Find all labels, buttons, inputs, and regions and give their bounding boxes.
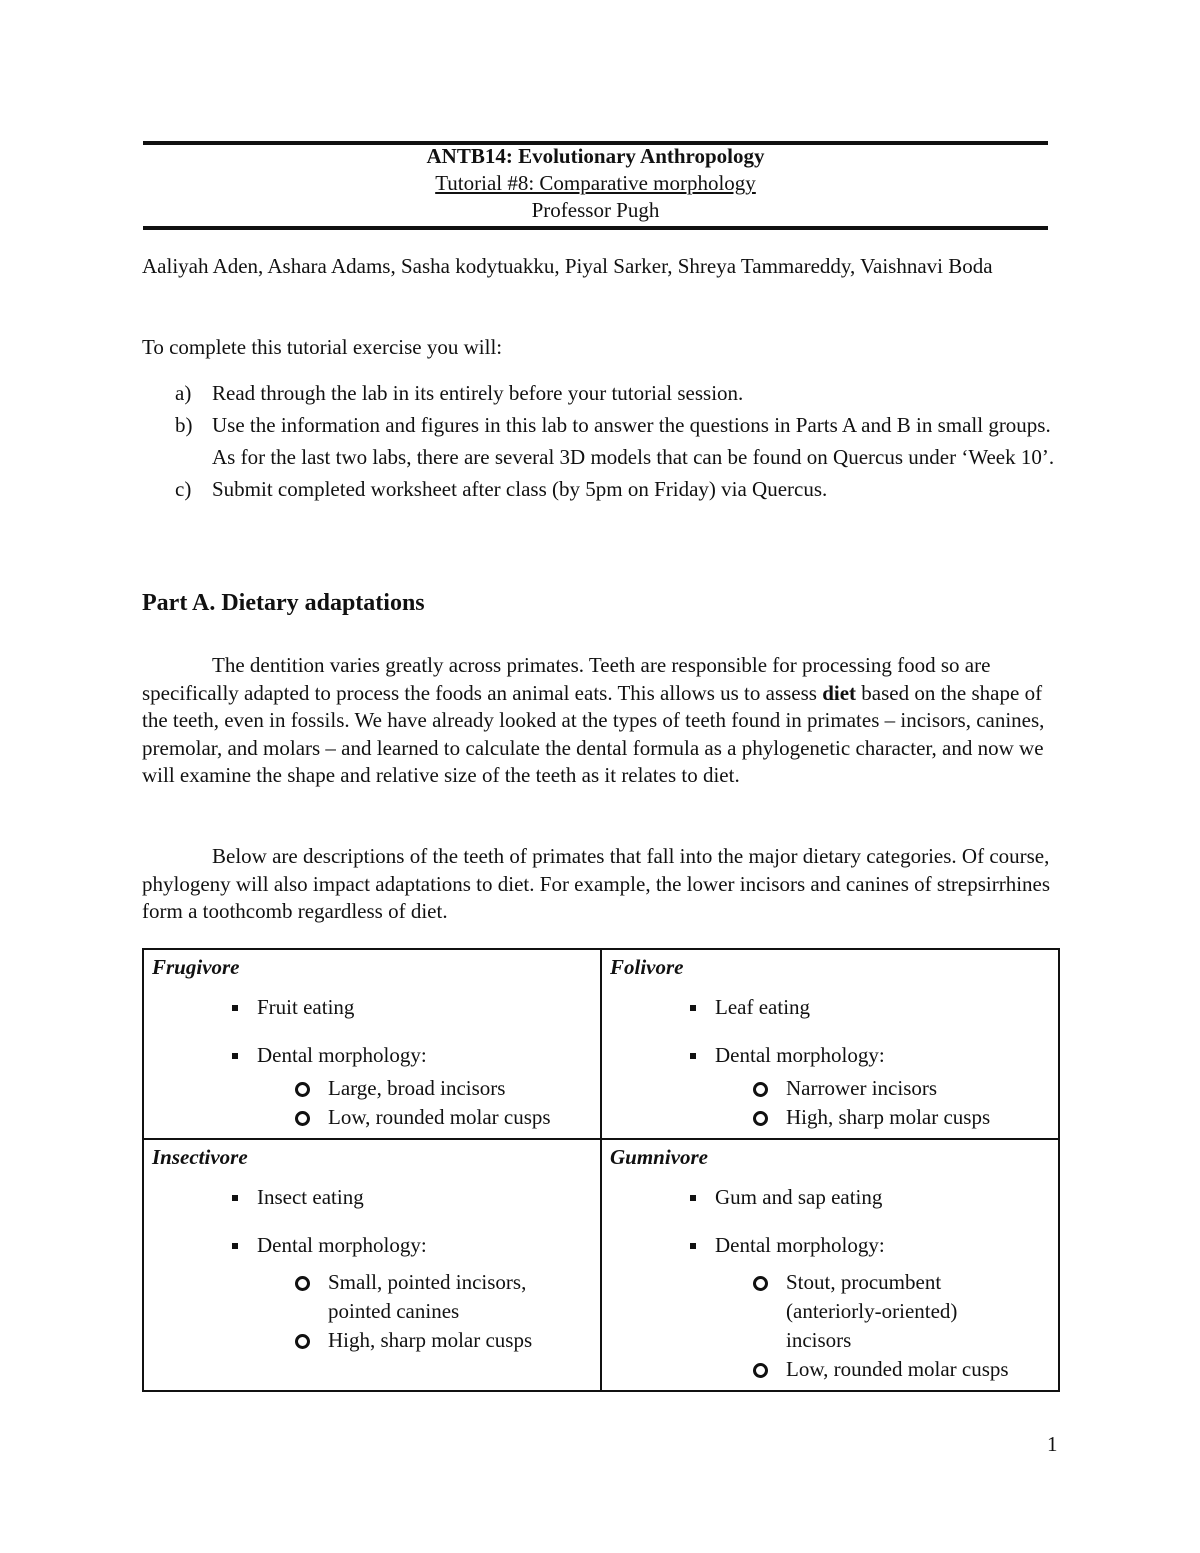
instruction-item bbox=[142, 409, 1057, 473]
instruction-marker: b) bbox=[175, 413, 193, 437]
diet-title: Frugivore bbox=[152, 955, 240, 979]
sub-text: Small, pointed incisors, pointed canines bbox=[328, 1270, 527, 1323]
instruction-item bbox=[142, 377, 1057, 409]
sub-item bbox=[610, 1355, 1050, 1384]
square-bullet-icon bbox=[690, 1053, 696, 1059]
paragraph-text: based on the shape of the teeth, even in fossils. We have already looked at the types of teeth found in primates – incisors, canines, premolar, and molars – and learned to calculate the dental formula as a phylogenetic character, and now we will examine the shape and relative size of the teeth as it relates to diet. bbox=[142, 680, 1045, 787]
body-paragraph bbox=[142, 652, 1060, 790]
bold-term: diet bbox=[822, 680, 857, 705]
bullet-item bbox=[152, 1232, 592, 1258]
diet-cell-folivore bbox=[601, 949, 1059, 1139]
section-heading: Part A. Dietary adaptations bbox=[142, 590, 425, 616]
bullet-item bbox=[610, 994, 1050, 1020]
sub-list bbox=[610, 1268, 1050, 1384]
bullet-item bbox=[152, 1042, 592, 1068]
bullet-text: Dental morphology: bbox=[257, 1043, 427, 1067]
bullet-text: Insect eating bbox=[257, 1185, 364, 1209]
diet-table bbox=[142, 948, 1060, 1392]
sub-item bbox=[152, 1103, 592, 1132]
sub-list bbox=[610, 1074, 1050, 1132]
paragraph-text: The dentition varies greatly across primates. Teeth are responsible for processing food so are specifically adapted to process the foods an animal eats. This allows us to assess bbox=[142, 653, 991, 705]
sub-item bbox=[152, 1268, 592, 1326]
bullet-text: Dental morphology: bbox=[257, 1233, 427, 1257]
instruction-text: Use the information and figures in this lab to answer the questions in Parts A and B in small groups. As for the last two labs, there are several 3D models that can be found on Quercus under ‘Week 10’. bbox=[212, 413, 1055, 469]
bullet-item bbox=[610, 1184, 1050, 1210]
diet-title: Folivore bbox=[610, 955, 684, 979]
square-bullet-icon bbox=[232, 1243, 238, 1249]
sub-item bbox=[610, 1268, 1050, 1355]
square-bullet-icon bbox=[690, 1243, 696, 1249]
square-bullet-icon bbox=[232, 1005, 238, 1011]
square-bullet-icon bbox=[690, 1005, 696, 1011]
page-number: 1 bbox=[1047, 1432, 1058, 1456]
square-bullet-icon bbox=[232, 1195, 238, 1201]
sub-text: Low, rounded molar cusps bbox=[786, 1357, 1009, 1381]
diet-cell-gumnivore bbox=[601, 1139, 1059, 1391]
professor-name: Professor Pugh bbox=[531, 198, 660, 222]
diet-title: Gumnivore bbox=[610, 1145, 709, 1169]
circle-bullet-icon bbox=[753, 1276, 768, 1291]
circle-bullet-icon bbox=[753, 1082, 768, 1097]
sub-text: High, sharp molar cusps bbox=[786, 1105, 991, 1129]
bullet-item bbox=[610, 1232, 1050, 1258]
sub-text: Stout, procumbent (anteriorly-oriented) incisors bbox=[786, 1270, 958, 1352]
circle-bullet-icon bbox=[295, 1082, 310, 1097]
sub-item bbox=[610, 1103, 1050, 1132]
sub-item bbox=[152, 1326, 592, 1355]
instruction-item bbox=[142, 473, 1057, 505]
table-row bbox=[143, 1139, 1059, 1391]
instruction-marker: c) bbox=[175, 477, 192, 501]
sub-text: Large, broad incisors bbox=[328, 1076, 506, 1100]
instruction-marker: a) bbox=[175, 381, 192, 405]
bullet-item bbox=[152, 994, 592, 1020]
circle-bullet-icon bbox=[753, 1111, 768, 1126]
course-title: ANTB14: Evolutionary Anthropology bbox=[426, 144, 765, 168]
tutorial-title: Tutorial #8: Comparative morphology bbox=[435, 171, 756, 195]
instruction-text: Read through the lab in its entirely before your tutorial session. bbox=[212, 381, 744, 405]
sub-text: Low, rounded molar cusps bbox=[328, 1105, 551, 1129]
diet-cell-insectivore bbox=[143, 1139, 601, 1391]
square-bullet-icon bbox=[232, 1053, 238, 1059]
sub-text: High, sharp molar cusps bbox=[328, 1328, 533, 1352]
sub-text: Narrower incisors bbox=[786, 1076, 938, 1100]
circle-bullet-icon bbox=[295, 1276, 310, 1291]
table-row bbox=[143, 949, 1059, 1139]
sub-item bbox=[152, 1074, 592, 1103]
bullet-text: Gum and sap eating bbox=[715, 1185, 883, 1209]
bullet-text: Fruit eating bbox=[257, 995, 355, 1019]
circle-bullet-icon bbox=[753, 1363, 768, 1378]
diet-title: Insectivore bbox=[152, 1145, 248, 1169]
sub-list bbox=[152, 1268, 592, 1355]
square-bullet-icon bbox=[690, 1195, 696, 1201]
circle-bullet-icon bbox=[295, 1334, 310, 1349]
diet-cell-frugivore bbox=[143, 949, 601, 1139]
bullet-text: Dental morphology: bbox=[715, 1043, 885, 1067]
sub-item bbox=[610, 1074, 1050, 1103]
instruction-list bbox=[142, 377, 1057, 505]
sub-list bbox=[152, 1074, 592, 1132]
circle-bullet-icon bbox=[295, 1111, 310, 1126]
bullet-item bbox=[152, 1184, 592, 1210]
intro-text: To complete this tutorial exercise you will: bbox=[142, 335, 503, 359]
bullet-text: Dental morphology: bbox=[715, 1233, 885, 1257]
author-list: Aaliyah Aden, Ashara Adams, Sasha kodytuakku, Piyal Sarker, Shreya Tammareddy, Vaishnavi Boda bbox=[142, 254, 993, 278]
header-bottom-rule bbox=[143, 226, 1048, 230]
bullet-text: Leaf eating bbox=[715, 995, 811, 1019]
bullet-item bbox=[610, 1042, 1050, 1068]
instruction-text: Submit completed worksheet after class (by 5pm on Friday) via Quercus. bbox=[212, 477, 828, 501]
body-paragraph: Below are descriptions of the teeth of primates that fall into the major dietary categories. Of course, phylogeny will also impact adaptations to diet. For example, the lower incisors and canines of strepsirrhines form a toothcomb regardless of diet. bbox=[142, 844, 1051, 923]
